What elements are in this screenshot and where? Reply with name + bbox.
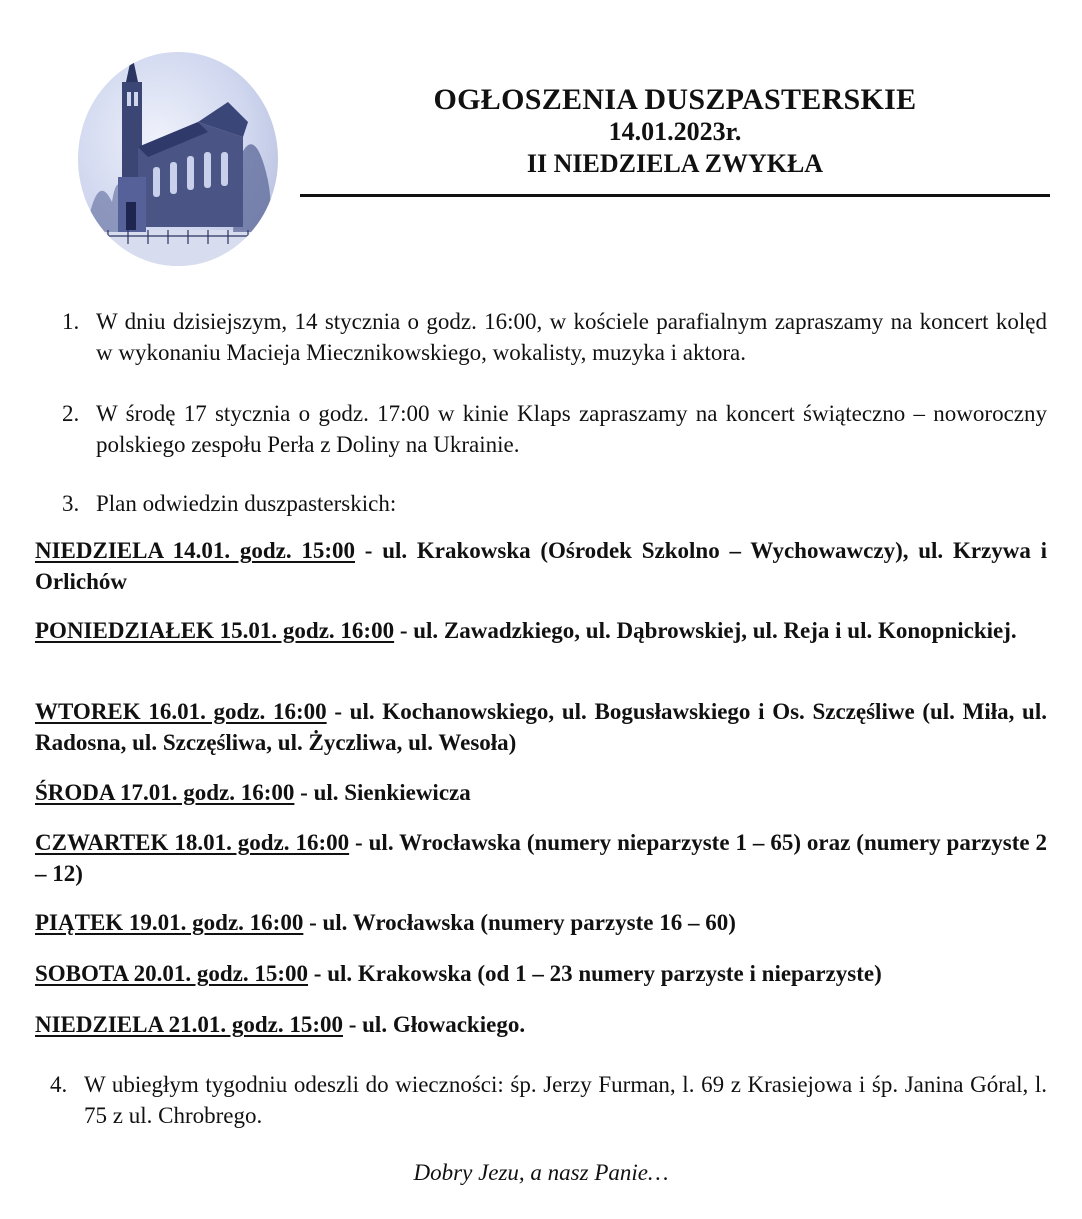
- schedule-streets: - ul. Wrocławska (numery parzyste 16 – 60): [303, 910, 736, 935]
- schedule-streets: - ul. Kochanowskiego, ul. Bogusławskiego i Os. Szczęśliwe (ul. Miła, ul. Radosna, ul. Szczęśliwa, ul. Życzliwa, ul. Wesoła): [35, 699, 1047, 755]
- schedule-streets: - ul. Krakowska (Ośrodek Szkolno – Wychowawczy), ul. Krzywa i Orlichów: [35, 538, 1048, 594]
- header-divider: [300, 194, 1050, 197]
- document-title: OGŁOSZENIA DUSZPASTERSKIE: [433, 83, 917, 116]
- schedule-entry: [35, 615, 1047, 646]
- schedule-entry: [35, 777, 1047, 808]
- document-subtitle: II NIEDZIELA ZWYKŁA: [526, 149, 824, 178]
- schedule-date: WTOREK 16.01. godz. 16:00: [35, 699, 327, 724]
- item-text: W ubiegłym tygodniu odeszli do wieczności: śp. Jerzy Furman, l. 69 z Krasiejowa i śp. Janina Góral, l. 75 z ul. Chrobrego.: [84, 1072, 1047, 1128]
- item-number: 4.: [50, 1072, 68, 1097]
- announcement-item-4: [50, 1069, 1047, 1131]
- schedule-date: PIĄTEK 19.01. godz. 16:00: [35, 910, 304, 935]
- item-number: 3.: [62, 491, 80, 516]
- schedule-streets: - ul. Zawadzkiego, ul. Dąbrowskiej, ul. Reja i ul. Konopnickiej.: [394, 618, 1017, 643]
- item-text: W środę 17 stycznia o godz. 17:00 w kinie Klaps zapraszamy na koncert świąteczno – noworoczny polskiego zespołu Perła z Doliny na Ukrainie.: [96, 401, 1047, 457]
- schedule-streets: - ul. Głowackiego.: [342, 1012, 526, 1037]
- schedule-date: NIEDZIELA 14.01. godz. 15:00: [35, 538, 356, 563]
- schedule-streets: - ul. Krakowska (od 1 – 23 numery parzyste i nieparzyste): [308, 961, 882, 986]
- church-illustration-icon: [78, 52, 278, 266]
- item-number: 1.: [62, 309, 80, 334]
- schedule-date: NIEDZIELA 21.01. godz. 15:00: [35, 1012, 343, 1037]
- schedule-date: ŚRODA 17.01. godz. 16:00: [35, 780, 295, 805]
- item-text: Plan odwiedzin duszpasterskich:: [96, 491, 397, 516]
- schedule-date: SOBOTA 20.01. godz. 15:00: [35, 961, 309, 986]
- announcement-item-1: [62, 306, 1047, 368]
- schedule-date: PONIEDZIAŁEK 15.01. godz. 16:00: [35, 618, 395, 643]
- schedule-entry: [35, 696, 1047, 758]
- schedule-streets: - ul. Wrocławska (numery nieparzyste 1 – 65) oraz (numery parzyste 2 – 12): [35, 830, 1047, 886]
- closing-prayer: Dobry Jezu, a nasz Panie…: [413, 1160, 669, 1185]
- announcement-item-3: [62, 488, 1047, 519]
- schedule-streets: - ul. Sienkiewicza: [294, 780, 471, 805]
- schedule-entry: [35, 1009, 1047, 1040]
- document-date: 14.01.2023r.: [608, 117, 742, 146]
- schedule-entry: [35, 827, 1047, 889]
- schedule-entry: [35, 958, 1047, 989]
- item-number: 2.: [62, 401, 80, 426]
- item-text: W dniu dzisiejszym, 14 stycznia o godz. 16:00, w kościele parafialnym zapraszamy na koncert kolęd w wykonaniu Macieja Miecznikowskiego, wokalisty, muzyka i aktora.: [96, 309, 1047, 365]
- document-header: [300, 84, 1050, 180]
- schedule-entry: [35, 535, 1047, 597]
- announcement-item-2: [62, 398, 1047, 460]
- schedule-date: CZWARTEK 18.01. godz. 16:00: [35, 830, 350, 855]
- schedule-entry: [35, 907, 1047, 938]
